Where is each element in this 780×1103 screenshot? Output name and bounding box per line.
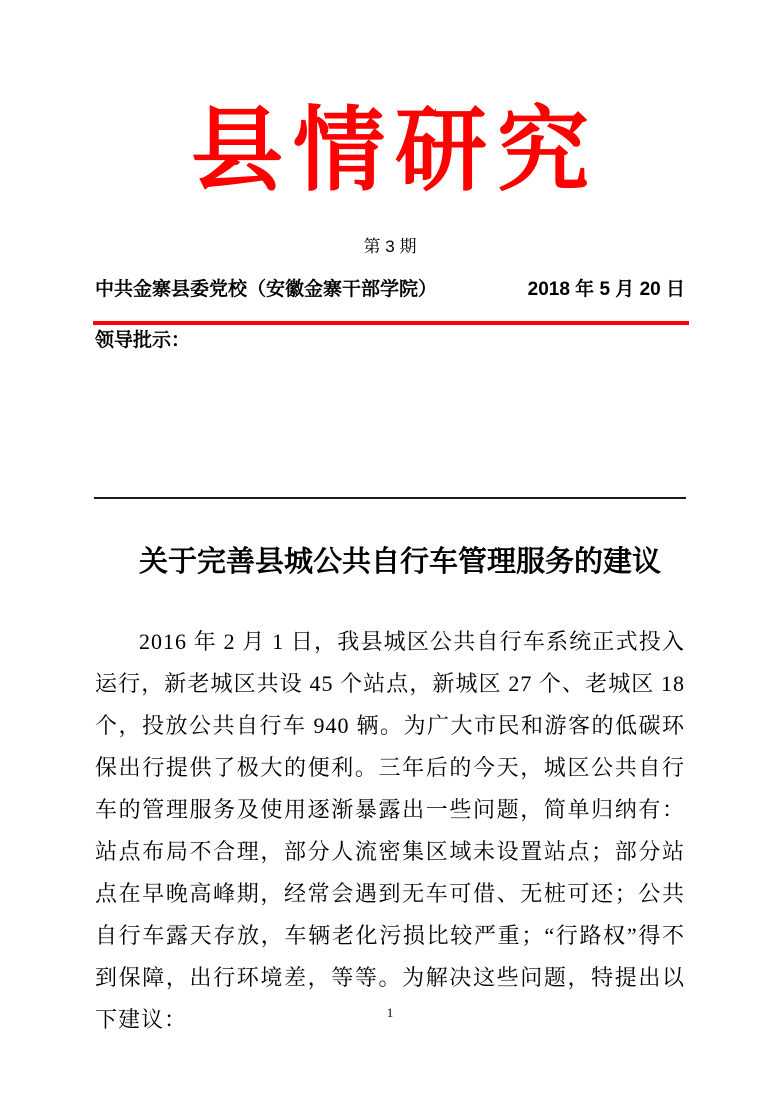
publication-info-row [95, 278, 685, 302]
issue-number: 第 3 期 [363, 237, 417, 256]
publication-date: 2018 年 5 月 20 日 [527, 279, 685, 300]
leader-note-label: 领导批示： [95, 330, 191, 351]
publisher-name: 中共金寨县委党校（安徽金寨干部学院） [95, 279, 438, 300]
black-divider [94, 497, 686, 499]
page-number: 1 [386, 1005, 394, 1020]
article-title: 关于完善县城公共自行车管理服务的建议 [138, 544, 661, 578]
masthead-title: 县情研究 [190, 96, 599, 204]
red-divider [93, 321, 689, 325]
article-body-paragraph: 2016 年 2 月 1 日，我县城区公共自行车系统正式投入运行，新老城区共设 45 个站点，新城区 27 个、老城区 18 个，投放公共自行车 940 辆。为广大市民和游客的低碳环保出行提供了极大的便利。三年后的今天，城区公共自行车的管理服务及使用逐渐暴露出一些问题，简单归纳有：站点布局不合理，部分人流密集区域未设置站点；部分站点在早晚高峰期，经常会遇到无车可借、无桩可还；公共自行车露天存放，车辆老化污损比较严重；“行路权”得不到保障，出行环境差，等等。为解决这些问题，特提出以下建议： [95, 629, 685, 1032]
